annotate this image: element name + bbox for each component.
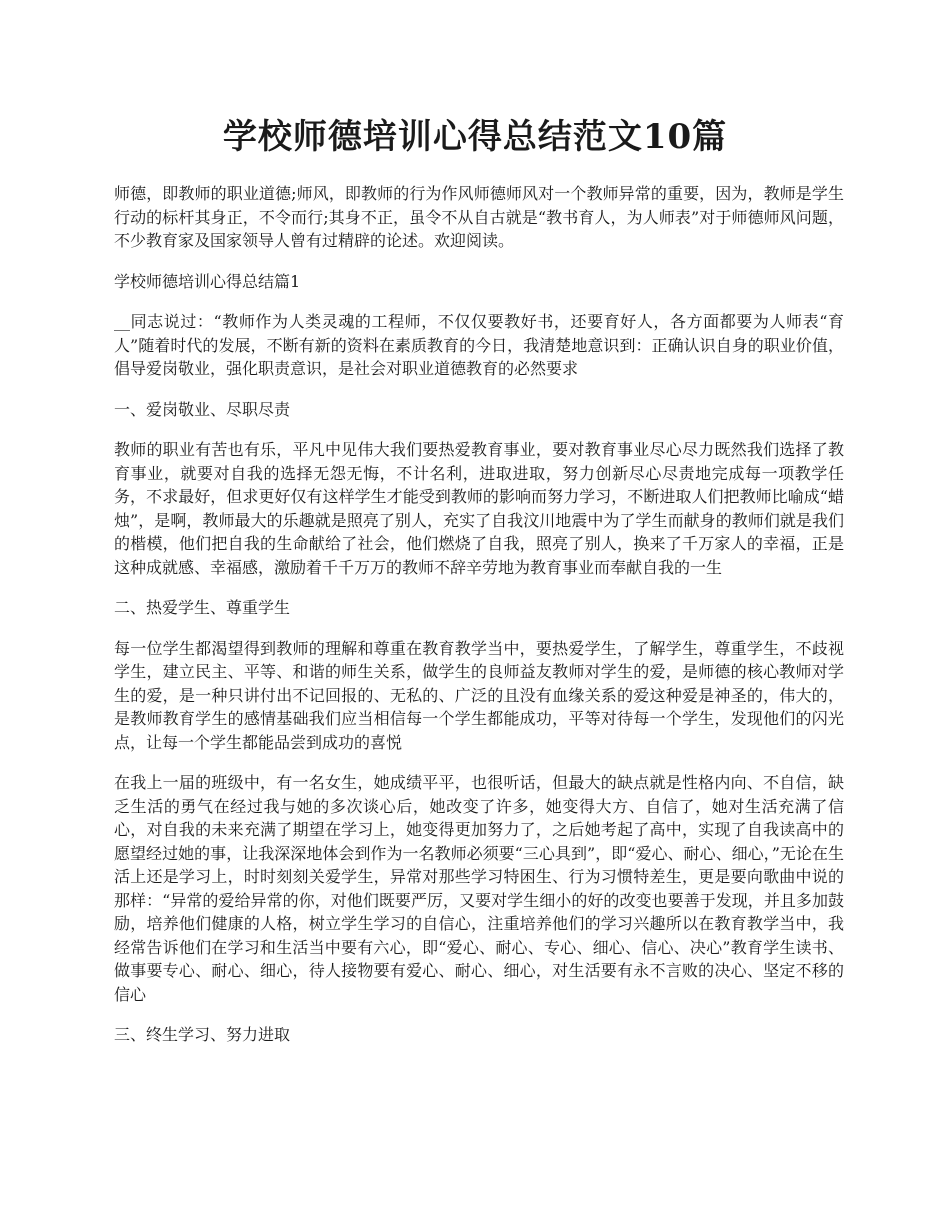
intro-paragraph: 师德，即教师的职业道德;师风，即教师的行为作风师德师风对一个教师异常的重要，因为，教师是学生行动的标杆其身正，不令而行;其身不正，虽令不从自古就是“教书育人，为人师表”对于师德师风问题，不少教育家及国家领导人曾有过精辟的论述。欢迎阅读。 [114,184,844,250]
section-title: 学校师德培训心得总结篇1 [114,271,301,291]
heading-lifelong-learning: 三、终生学习、努力进取 [114,1025,291,1044]
quote-paragraph: __同志说过：“教师作为人类灵魂的工程师，不仅仅要教好书，还要育好人，各方面都要为人师表“育人”随着时代的发展，不断有新的资料在素质教育的今日，我清楚地意识到：正确认识自身的职业价值，倡导爱岗敬业，强化职责意识，是社会对职业道德教育的必然要求 [114,312,844,378]
paragraph-love-students: 每一位学生都渴望得到教师的理解和尊重在教育教学当中，要热爱学生，了解学生，尊重学生，不歧视学生，建立民主、平等、和谐的师生关系，做学生的良师益友教师对学生的爱，是师德的核心教师对学生的爱，是一种只讲付出不记回报的、无私的、广泛的且没有血缘关系的爱这种爱是神圣的，伟大的，是教师教育学生的感情基础我们应当相信每一个学生都能成功，平等对待每一个学生，发现他们的闪光点，让每一个学生都能品尝到成功的喜悦 [114,638,844,752]
paragraph-dedication: 教师的职业有苦也有乐，平凡中见伟大我们要热爱教育事业，要对教育事业尽心尽力既然我们选择了教育事业，就要对自我的选择无怨无悔，不计名利，进取进取，努力创新尽心尽责地完成每一项教学任务，不求最好，但求更好仅有这样学生才能受到教师的影响而努力学习，不断进取人们把教师比喻成“蜡烛”，是啊，教师最大的乐趣就是照亮了别人，充实了自我汶川地震中为了学生而献身的教师们就是我们的楷模，他们把自我的生命献给了社会，他们燃烧了自我，照亮了别人，换来了千万家人的幸福，正是这种成就感、幸福感，激励着千千万万的教师不辞辛劳地为教育事业而奉献自我的一生 [114,440,844,577]
heading-love-students: 二、热爱学生、尊重学生 [114,598,291,617]
document-title: 学校师德培训心得总结范文10篇 [222,117,728,157]
heading-dedication: 一、爱岗敬业、尽职尽责 [114,399,291,419]
document-body [114,182,844,1064]
paragraph-student-story: 在我上一届的班级中，有一名女生，她成绩平平，也很听话，但最大的缺点就是性格内向、不自信，缺乏生活的勇气在经过我与她的多次谈心后，她改变了许多，她变得大方、自信了，她对生活充满了信心，对自我的未来充满了期望在学习上，她变得更加努力了，之后她考起了高中，实现了自我读高中的愿望经过她的事，让我深深地体会到作为一名教师必须要“三心具到”，即“爱心、耐心、细心，”无论在生活上还是学习上，时时刻刻关爱学生，异常对那些学习特困生、行为习惯特差生，更是要向歌曲中说的那样：“异常的爱给异常的你，对他们既要严厉，又要对学生细小的好的改变也要善于发现，并且多加鼓励，培养他们健康的人格，树立学生学习的自信心，注重培养他们的学习兴趣所以在教育教学当中，我经常告诉他们在学习和生活当中要有六心，即“爱心、耐心、专心、细心、信心、决心”教育学生读书、做事要专心、耐心、细心，待人接物要有爱心、耐心、细心，对生活要有永不言败的决心、坚定不移的信心 [114,773,844,1004]
